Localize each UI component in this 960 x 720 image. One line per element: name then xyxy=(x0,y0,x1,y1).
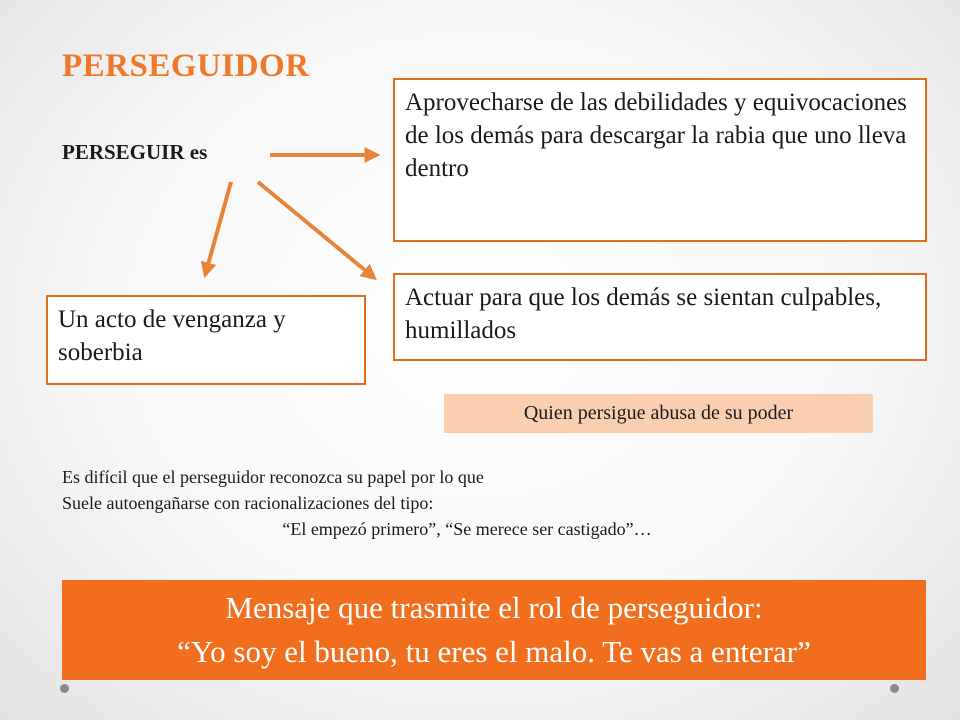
message-banner xyxy=(62,580,926,680)
definition-box-3: Un acto de venganza y soberbia xyxy=(46,295,366,385)
banner-line-1: Mensaje que trasmite el rol de perseguidor: xyxy=(225,590,763,625)
banner-line-2: “Yo soy el bueno, tu eres el malo. Te vas a enterar” xyxy=(177,634,811,669)
explanation-paragraph xyxy=(62,464,862,542)
paragraph-line-2: Suele autoengañarse con racionalizaciones del tipo: xyxy=(62,493,434,513)
arrow-to-definition3 xyxy=(206,182,231,272)
term-label: PERSEGUIR es xyxy=(62,140,208,164)
paragraph-line-1: Es difícil que el perseguidor reconozca su papel por lo que xyxy=(62,467,484,487)
definition-box-1: Aprovecharse de las debilidades y equivocaciones de los demás para descargar la rabia que uno lleva dentro xyxy=(393,78,927,242)
slide-title: PERSEGUIDOR xyxy=(62,48,310,84)
right-decor-dot xyxy=(890,684,899,693)
left-decor-dot xyxy=(60,684,69,693)
highlight-note: Quien persigue abusa de su poder xyxy=(444,394,873,433)
definition-box-2: Actuar para que los demás se sientan culpables, humillados xyxy=(393,273,927,361)
arrow-to-definition2 xyxy=(258,182,372,276)
paragraph-quote: “El empezó primero”, “Se merece ser castigado”… xyxy=(282,519,652,539)
